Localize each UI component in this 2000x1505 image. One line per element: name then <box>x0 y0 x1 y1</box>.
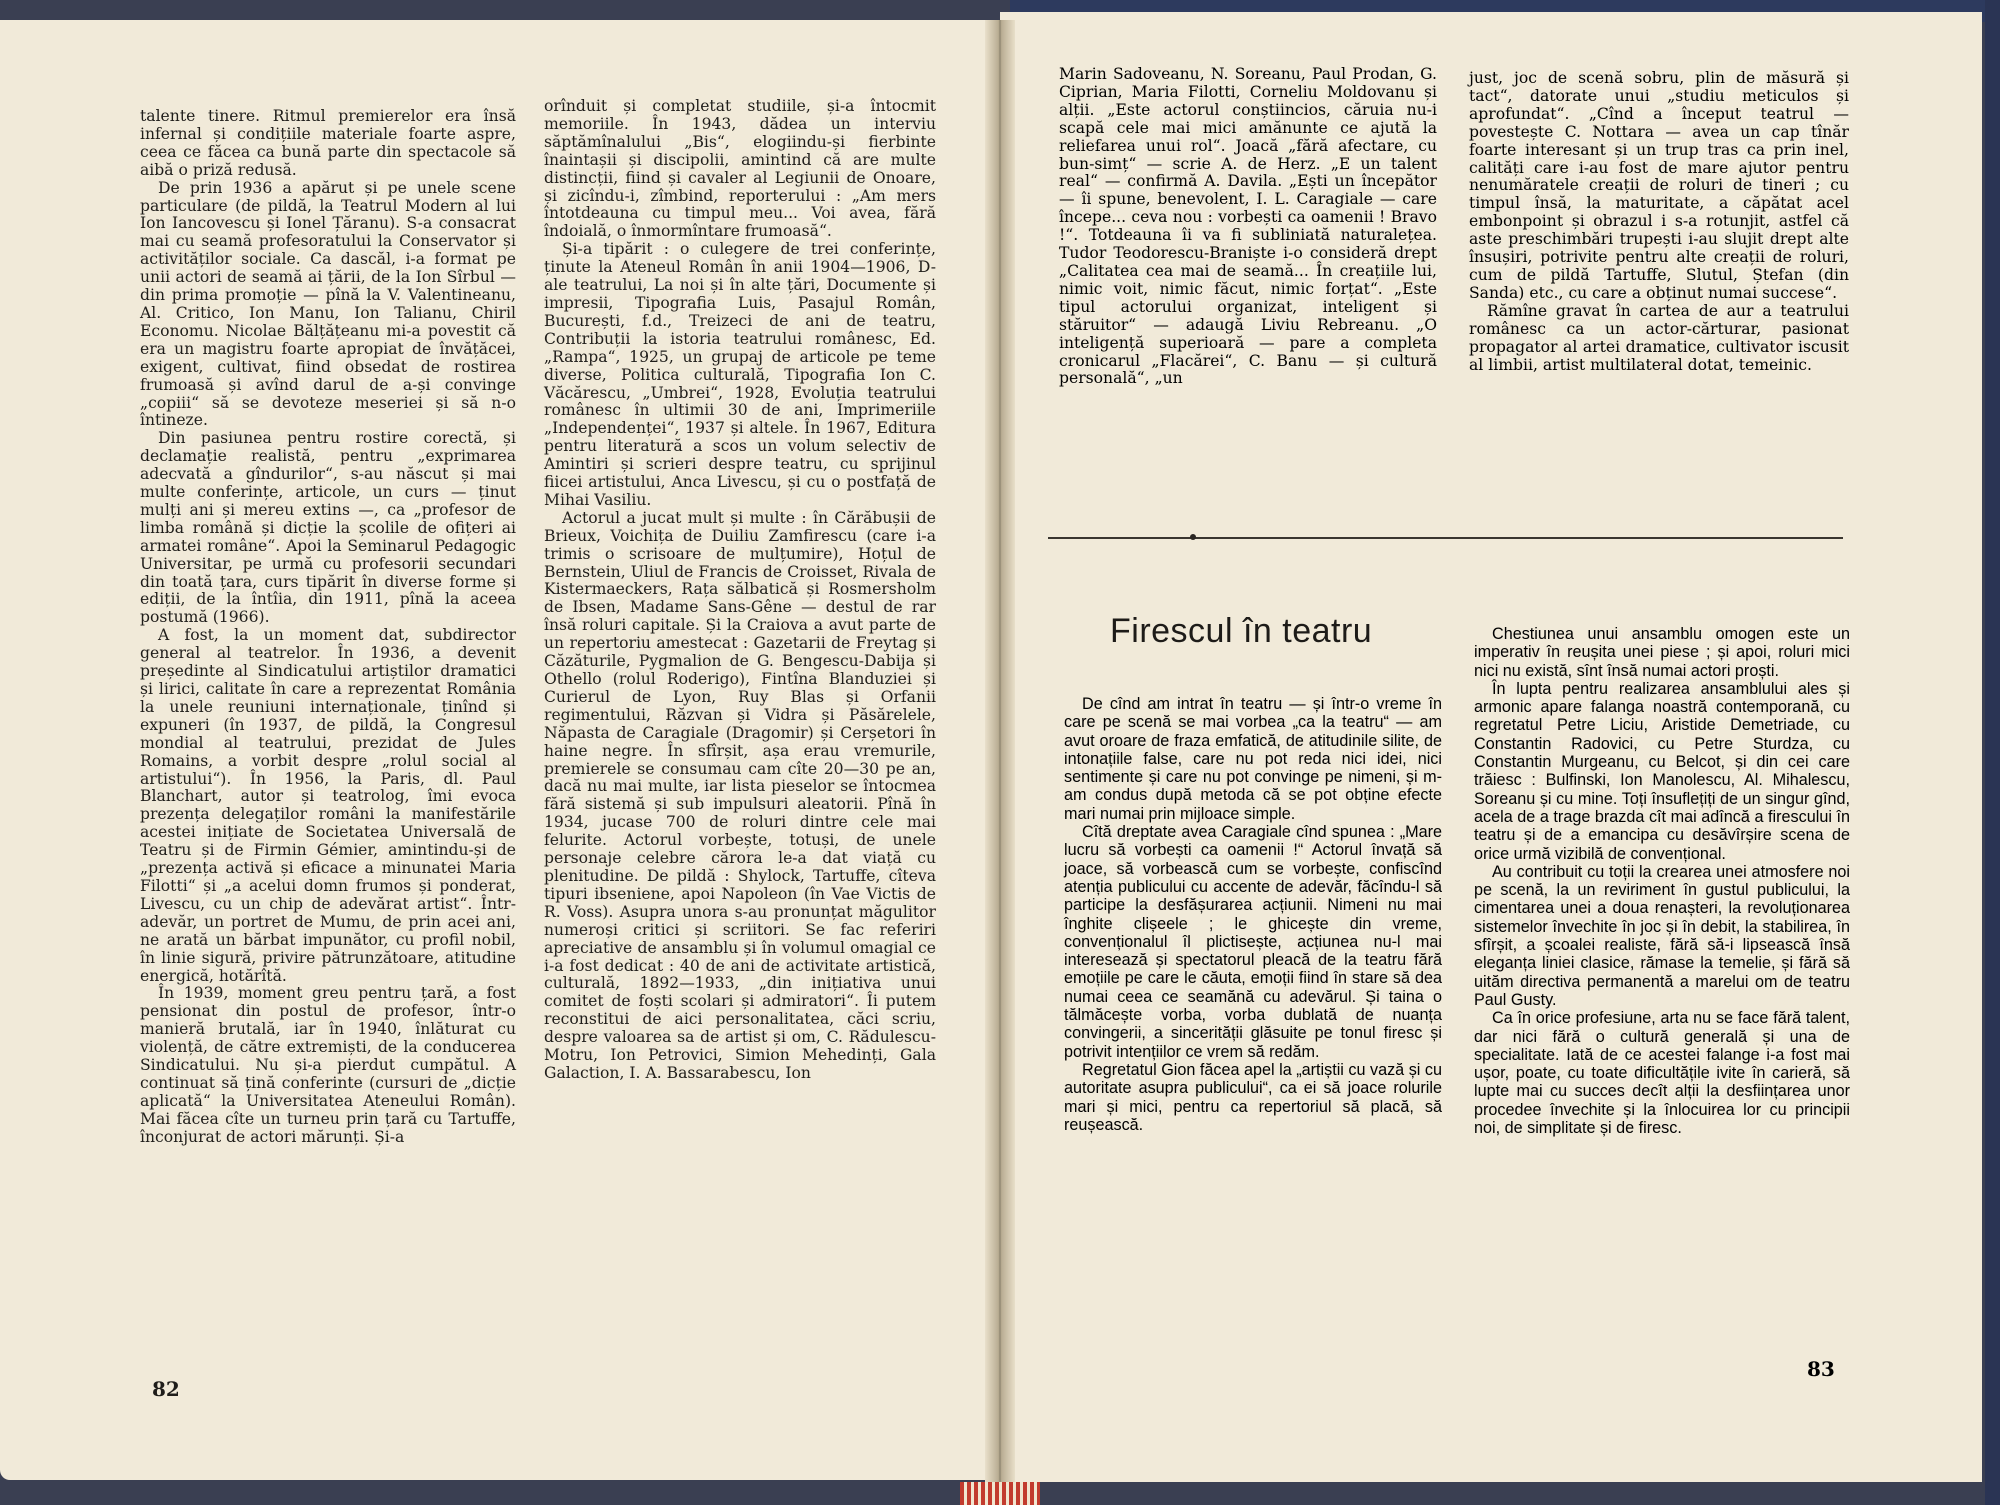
left-column-1 <box>140 108 516 1147</box>
right-column-2 <box>1469 70 1849 374</box>
paragraph: În 1939, moment greu pentru țară, a fost pensionat din postul de profesor, într-o manieră brutală, iar în 1940, înlăturat cu violență, de către extremiști, de la conducerea Sindicatului. Nu și-a pierdut cumpătul. A continuat să țină conferinte (cursuri de „dicție aplicată“ la Universitatea Ateneului Român). Mai făcea cîte un turneu prin țară cu Tartuffe, înconjurat de actori mărunți. Și-a <box>140 984 516 1146</box>
paragraph: Chestiunea unui ansamblu omogen este un imperativ în reușita unei piese ; și apoi, roluri mici nici nu există, sînt însă numai actori proști. <box>1474 625 1850 680</box>
article-title: Firescul în teatru <box>1110 612 1373 650</box>
paragraph: orînduit și completat studiile, și-a întocmit memoriile. În 1943, dădea un interviu săptămînalului „Bis“, elogiindu-și fierbinte înaintașii și discipolii, amintind că are multe distincții, fiind și cavaler al Legiunii de Onoare, și zicîndu-i, zîmbind, reporterului : „Am mers întotdeauna cu timpul meu... Voi avea, fără îndoială, o înmormîntare frumoasă“. <box>544 97 936 241</box>
paragraph: Și-a tipărit : o culegere de trei conferințe, ținute la Ateneul Român în anii 1904—1906, D-ale teatrului, La noi și în alte țări, Documente și impresii, Tipografia Luis, Pasajul Român, București, f.d., Treizeci de ani de teatru, Contribuții la istoria teatrului românesc, Ed. „Rampa“, 1925, un grupaj de articole pe teme diverse, Politica culturală, Tipografia Ion C. Văcărescu, „Umbrei“, 1928, Evoluția teatrului românesc în ultimii 30 de ani, Imprimeriile „Independenței“, 1937 și altele. În 1967, Editura pentru literatură a scos un volum selectiv de Amintiri și scrieri despre teatru, cu sprijinul fiicei artistului, Anca Livescu, și cu o postfață de Mihai Vasiliu. <box>544 240 936 509</box>
book-cover-edge-right <box>1985 0 2000 1505</box>
paragraph: A fost, la un moment dat, subdirector general al teatrelor. În 1936, a devenit președinte al Sindicatului artiștilor dramatici și lirici, calitate în care a reprezentat România la unele reuniuni internaționale, ținînd și expuneri (în 1937, de pildă, la Congresul mondial al teatrului, prezidat de Jules Romains, a vorbit despre „rolul social al artistului“). În 1956, la Paris, dl. Paul Blanchart, autor și teatrolog, îmi evoca prezența delegaților români la manifestările acestei inițiate de Societatea Universală de Teatru și de Firmin Gémier, amintindu-și de „prezența activă și eficace a minunatei Maria Filotti“ și „a acelui domn frumos și ponderat, Livescu, cu un chip de adevărat artist“. Într-adevăr, un portret de Mumu, de prin acei ani, ne arată un bărbat impunător, cu profil nobil, în linie sigură, privire pătrunzătoare, atitudine energică, hotărîtă. <box>140 626 516 985</box>
paragraph: De cînd am intrat în teatru — și într-o vreme în care pe scenă se mai vorbea „ca la teatru“ — am avut oroare de fraza emfatică, de atitudinile silite, de intonațiile false, care nu pot reda nici idei, nici sentimente și care nu pot convinge pe nimeni, și m-am condus după metoda că se pot obține efecte mari numai prin mijloace simple. <box>1064 695 1442 823</box>
paragraph: talente tinere. Ritmul premierelor era însă infernal și condițiile materiale foarte aspre, ceea ce făcea ca bună parte din spectacole să aibă o priză redusă. <box>140 107 516 179</box>
paragraph: Regretatul Gion făcea apel la „artiștii cu vază și cu autoritate asupra publicului“, ca ei să joace rolurile mari și mici, pentru ca repertoriul să placă, să reușească. <box>1064 1060 1442 1134</box>
paragraph: Marin Sadoveanu, N. Soreanu, Paul Prodan, G. Ciprian, Maria Filotti, Corneliu Moldovanu și alții. „Este actorul conștiincios, căruia nu-i scapă cele mai mici amănunte ce ajută la reliefarea unui rol“. Joacă „fără afectare, cu bun-simț“ — scrie A. de Herz. „E un talent real“ — confirmă A. Davila. „Ești un începător — îi spune, benevolent, I. L. Caragiale — care începe... ceva nou : vorbești ca oamenii ! Bravo !“. Totdeauna îi va fi subliniată naturalețea. Tudor Teodorescu-Braniște i-o consideră drept „Calitatea cea mai de seamă... În creațiile lui, nimic voit, nimic făcut, nimic forțat“. „Este tipul actorului organizat, inteligent și stăruitor“ — adaugă Liviu Rebreanu. „O inteligență superioară — pare a completa cronicarul „Flacărei“, C. Banu — și cultură personală“, „un <box>1059 65 1437 388</box>
left-page <box>0 20 995 1480</box>
paragraph: Actorul a jucat mult și multe : în Cărăbușii de Brieux, Voichița de Duiliu Zamfirescu (care i-a trimis o scrisoare de mulțumire), Hoțul de Bernstein, Uliul de Francis de Croisset, Rivala de Kistermaeckers, Rața sălbatică și Rosmersholm de Ibsen, Madame Sans-Gêne — destul de rar însă roluri capitale. Și la Craiova a avut parte de un repertoriu amestecat : Gazetarii de Freytag și Căzăturile, Pygmalion de G. Bengescu-Dabija și Othello (rolul Roderigo), Fintîna Blanduziei și Curierul de Lyon, Ruy Blas și Orfanii regimentului, Răzvan și Vidra și Păsărelele, Năpasta de Caragiale (Dragomir) și Cerșetori în haine negre. În sfîrșit, așa erau vremurile, premierele se consumau cam cîte 20—30 pe an, dacă nu mai multe, iar lista pieselor se întocmea fără sistemă și sub impulsuri aleatorii. Pînă în 1934, jucase 700 de roluri dintre cele mai felurite. Actorul vorbește, totuși, de unele personaje celebre cărora le-a dat viață cu plenitudine. De pildă : Shylock, Tartuffe, cîteva tipuri ibseniene, apoi Napoleon (în Vae Victis de R. Voss). Asupra unora s-au pronunțat măgulitor numeroși critici și scriitori. Se fac referiri apreciative de ansamblu și în volumul omagial ce i-a fost dedicat : 40 de ani de activitate artistică, culturală, 1892—1933, „din inițiativa unui comitet de foști scolari și admiratori“. Îi putem reconstitui de aici personalitatea, căci scriu, despre valoarea sa de artist și om, C. Rădulescu-Motru, Ion Petrovici, Simion Mehedinți, Gala Galaction, I. A. Bassarabescu, Ion <box>544 508 936 1082</box>
article-column-1 <box>1064 695 1442 1134</box>
paragraph: Rămîne gravat în cartea de aur a teatrului românesc ca un actor-cărturar, pasionat propagator al artei dramatice, cultivator iscusit al limbii, artist multilateral dotat, temeinic. <box>1469 301 1849 374</box>
section-divider <box>1048 537 1843 539</box>
paragraph: just, joc de scenă sobru, plin de măsură și tact“, datorate unui „studiu meticulos și aprofundat“. „Cînd a început teatrul — povestește C. Nottara — avea un cap tînăr foarte interesant și un trup tras ca prin inel, calități care i-au fost de mare ajutor pentru nenumăratele creații de roluri de tineri ; cu timpul însă, la maturitate, a căpătat acel embonpoint și obrazul i s-a rotunjit, astfel că aste preschimbări trupești i-au slujit drept alte însușiri, potrivite pentru alte creații de roluri, cum de pildă Tartuffe, Slutul, Ștefan (din Sanda) etc., cu care a obținut numai succese“. <box>1469 69 1849 302</box>
book-gutter <box>985 20 1015 1490</box>
article-column-2 <box>1474 625 1850 1137</box>
paragraph: Din pasiunea pentru rostire corectă, și declamație realistă, pentru „exprimarea adecvată a gîndurilor“, s-au născut și mai multe conferințe, articole, un curs — ținut mulți ani și mereu extins —, ca „profesor de limba română și dicție la școlile de ofițeri ai armatei române“. Apoi la Seminarul Pedagogic Universitar, pe urmă cu profesorii secundari din toată țara, curs tipărit în diverse forme și ediții, de la întîia, din 1911, pînă la aceea postumă (1966). <box>140 429 516 627</box>
page-number: 83 <box>1807 1357 1835 1381</box>
paragraph: De prin 1936 a apărut și pe unele scene particulare (de pildă, la Teatrul Modern al lui Ion Iancovescu și Ionel Țăranu). S-a consacrat mai cu seamă profesoratului la Conservator și activităților sociale. Ca dascăl, i-a format pe unii actori de seamă ai țării, de la Ion Sîrbul — din prima promoție — pînă la V. Valentineanu, Al. Critico, Ion Manu, Ion Talianu, Chiril Economu. Nicolae Bălțățeanu mi-a povestit că era un magistru foarte apropiat de învățăcei, exigent, cultivat, fiind obsedat de rostirea frumoasă și avînd darul de a-și convinge „copiii“ să se devoteze meseriei și să n-o întineze. <box>140 178 516 430</box>
paragraph: Cîtă dreptate avea Caragiale cînd spunea : „Mare lucru să vorbești ca oamenii !“ Actorul învață să joace, să vorbească cum se vorbește, confiscînd atenția publicului cu accente de adevăr, făcîndu-l să participe la desfășurarea acțiunii. Nimeni nu mai înghite clișeele ; le ghicește din vreme, convenționalul îl plictisește, acțiunea nu-l mai interesează și spectatorul pleacă de la teatru fără emoțiile pe care le căuta, emoții fiind în stare să dea numai ceea ce seamănă cu adevărul. Și taina o tălmăcește vorba, vorba dublată de nuanța convingerii, a sincerității glăsuite pe tonul firesc și potrivit intențiilor ce vrem să redăm. <box>1064 823 1442 1061</box>
paragraph: Au contribuit cu toții la crearea unei atmosfere noi pe scenă, la un reviriment în gustul publicului, la cimentarea unei a doua renașteri, la revoluționarea sistemelor învechite în joc și în debit, la stabilirea, în sfîrșit, a școalei realiste, fără să-i lipsească însă eleganța liniei clasice, rămase la temelie, și fără să uităm directiva permanentă a marelui om de teatru Paul Gusty. <box>1474 862 1850 1009</box>
paragraph: Ca în orice profesiune, arta nu se face fără talent, dar nici fără o cultură generală și una de specialitate. Iată de ce acestei falange i-a fost mai ușor, poate, cu toate dificultățile ivite în carieră, să lupte mai cu succes decît alții la desființarea unor procedee învechite și la înlocuirea lor cu principii noi, de simplitate și de firesc. <box>1474 1009 1850 1138</box>
divider-bullet-icon <box>1190 534 1196 540</box>
book-headband <box>960 1482 1040 1505</box>
paragraph: În lupta pentru realizarea ansamblului ales și armonic apare falanga noastră contemporană, cu regretatul Petre Liciu, Aristide Demetriade, cu Constantin Radovici, cu Petre Sturdza, cu Constantin Murgeanu, cu Belcot, și din cei care trăiesc : Bulfinski, Ion Manolescu, Al. Mihalescu, Soreanu și cu mine. Toți însuflețiți de un singur gînd, acela de a trage brazda cît mai adîncă a firescului în teatru și de a emancipa cu desăvîrșire scena de orice urmă vizibilă de convențional. <box>1474 679 1850 863</box>
right-column-1 <box>1059 66 1437 388</box>
page-number: 82 <box>152 1377 180 1401</box>
left-column-2 <box>544 98 936 1083</box>
